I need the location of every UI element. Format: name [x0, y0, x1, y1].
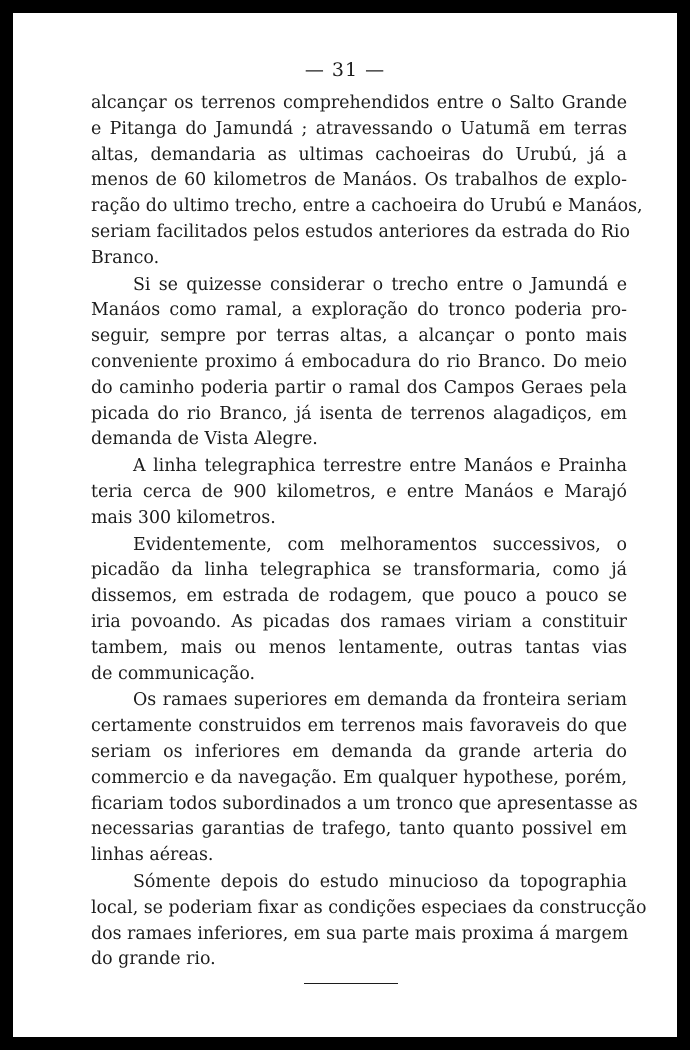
- text-line: Manáos como ramal, a exploração do tronco poderia pro-: [91, 300, 627, 321]
- text-line: do caminho poderia partir o ramal dos Campos Geraes pela: [91, 377, 627, 398]
- page-number: — 31 —: [304, 59, 386, 81]
- text-line: altas, demandaria as ultimas cachoeiras do Urubú, já a: [91, 144, 627, 165]
- paragraph-4: [91, 533, 627, 688]
- text-line: ficariam todos subordinados a um tronco que apresentasse as: [91, 793, 638, 814]
- text-line: mais 300 kilometros.: [91, 507, 276, 528]
- text-line: alcançar os terrenos comprehendidos entre o Salto Grande: [91, 93, 627, 113]
- book-page: [13, 13, 677, 1037]
- text-line: e Pitanga do Jamundá ; atravessando o Uatumã em terras: [91, 118, 627, 139]
- text-line: do grande rio.: [91, 949, 216, 970]
- paragraph-6: [91, 870, 647, 973]
- paragraph-1: [91, 91, 643, 272]
- text-line: menos de 60 kilometros de Manáos. Os trabalhos de explo-: [91, 170, 627, 191]
- text-line: Branco.: [91, 247, 160, 268]
- text-line: linhas aéreas.: [91, 845, 214, 866]
- text-line: seguir, sempre por terras altas, a alcançar o ponto mais: [91, 326, 627, 347]
- text-line: teria cerca de 900 kilometros, e entre Manáos e Marajó: [91, 481, 627, 502]
- text-line: certamente construidos em terrenos mais favoraveis do que: [91, 716, 627, 737]
- text-line: necessarias garantias de trafego, tanto quanto possivel em: [91, 819, 627, 840]
- text-line: conveniente proximo á embocadura do rio Branco. Do meio: [91, 351, 627, 372]
- text-line: iria povoando. As picadas dos ramaes viriam a constituir: [91, 611, 627, 632]
- text-line: demanda de Vista Alegre.: [91, 429, 318, 450]
- paragraph-5: [91, 688, 638, 869]
- body-text: [91, 91, 647, 974]
- text-line: ração do ultimo trecho, entre a cachoeira do Urubú e Manáos,: [91, 196, 643, 217]
- paragraph-3: [91, 454, 627, 531]
- text-line: Si se quizesse considerar o trecho entre o Jamundá e: [133, 274, 627, 295]
- text-line: de communicação.: [91, 663, 256, 684]
- text-line: commercio e da navegação. Em qualquer hypothese, porém,: [91, 767, 627, 788]
- text-line: local, se poderiam fixar as condições especiaes da construcção: [91, 897, 647, 918]
- text-line: dos ramaes inferiores, em sua parte mais proxima á margem: [91, 923, 629, 944]
- text-line: picada do rio Branco, já isenta de terrenos alagadiços, em: [91, 403, 627, 424]
- paragraph-2: [91, 273, 627, 454]
- text-line: tambem, mais ou menos lentamente, outras tantas vias: [91, 637, 627, 658]
- text-line: seriam os inferiores em demanda da grande arteria do: [91, 741, 627, 762]
- text-line: dissemos, em estrada de rodagem, que pouco a pouco se: [91, 586, 627, 607]
- text-line: picadão da linha telegraphica se transformaria, como já: [91, 560, 627, 581]
- text-line: Sómente depois do estudo minucioso da topographia: [133, 871, 627, 892]
- text-line: Os ramaes superiores em demanda da fronteira seriam: [133, 690, 627, 711]
- end-rule-divider: [304, 983, 398, 984]
- text-line: A linha telegraphica terrestre entre Manáos e Prainha: [133, 456, 627, 477]
- text-line: Evidentemente, com melhoramentos successivos, o: [133, 534, 627, 555]
- text-line: seriam facilitados pelos estudos anteriores da estrada do Rio: [91, 221, 630, 242]
